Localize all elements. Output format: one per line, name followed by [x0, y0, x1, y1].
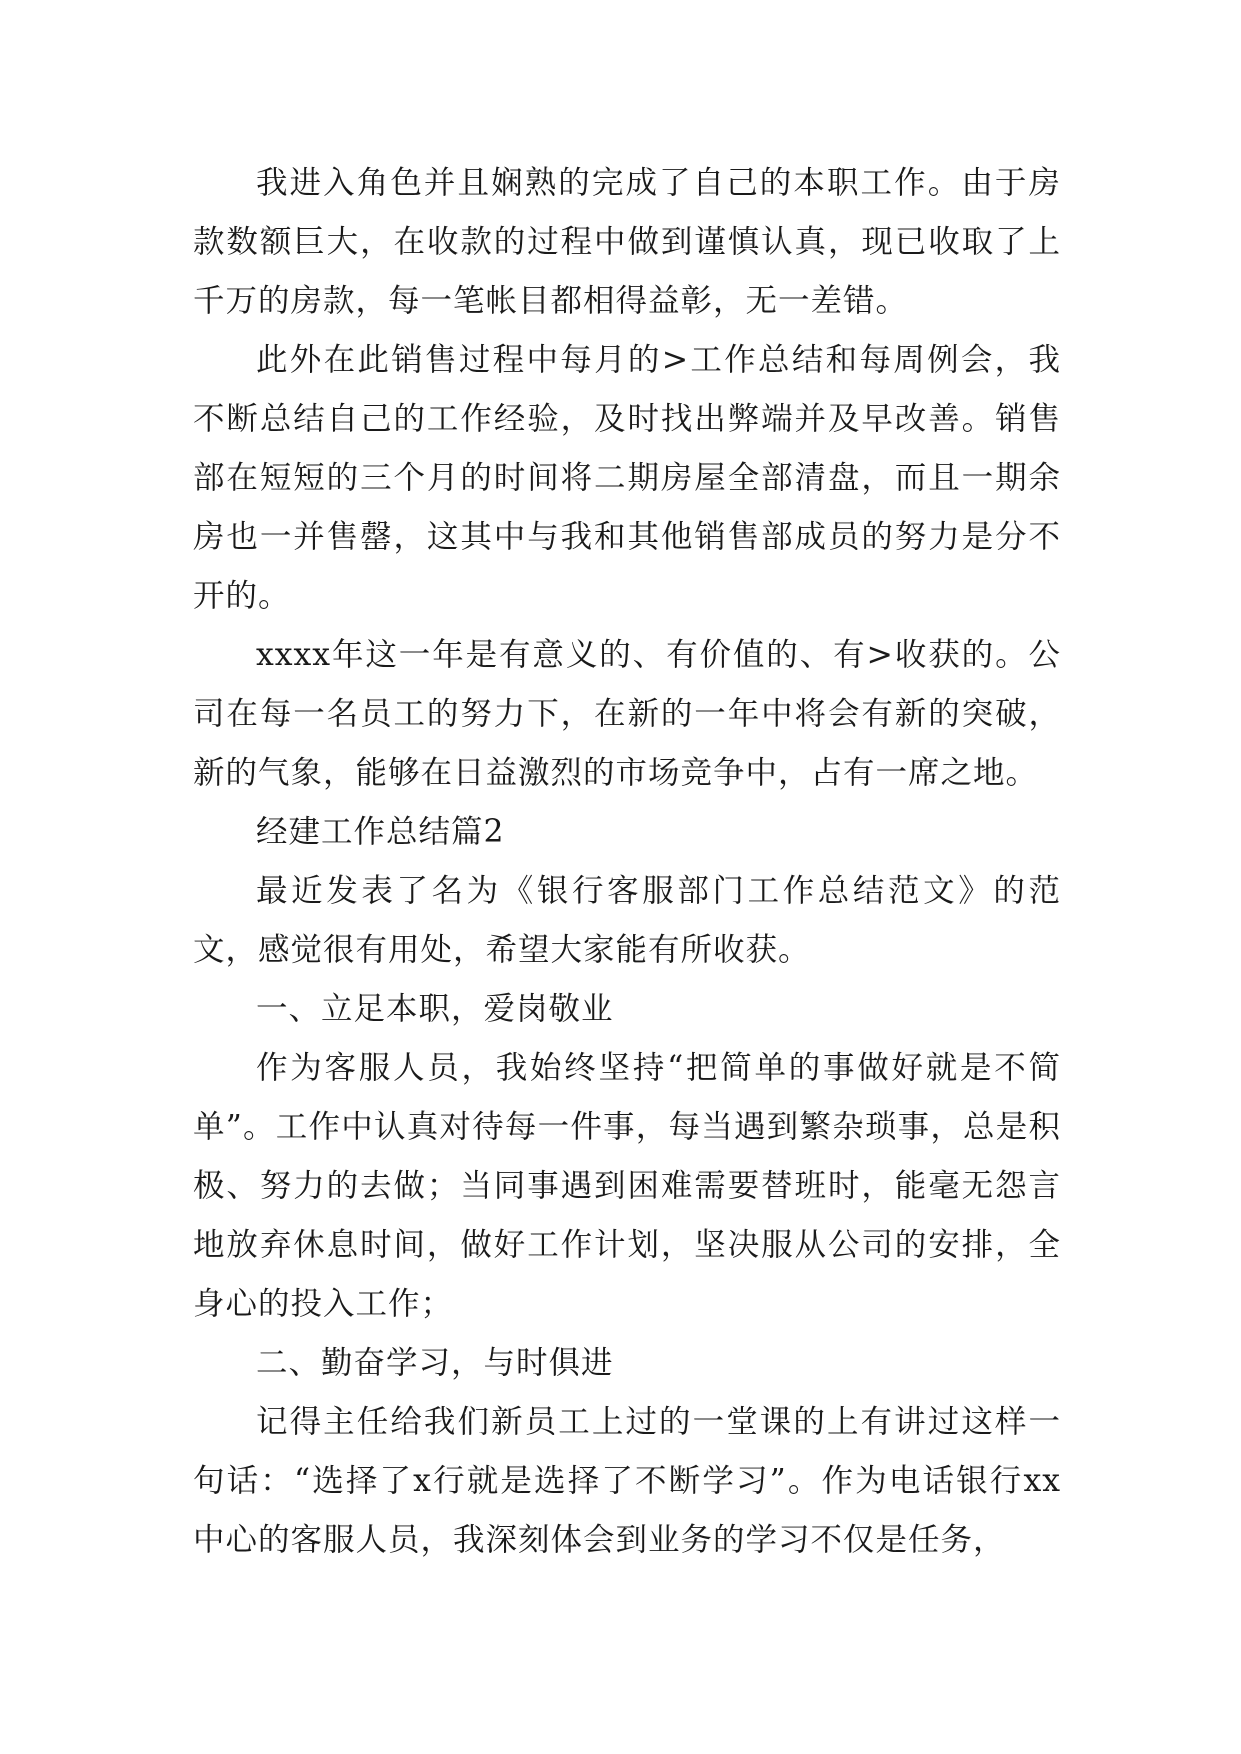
section-title: 经建工作总结篇2 — [256, 814, 505, 850]
paragraph: 此外在此销售过程中每月的>工作总结和每周例会，我不断总结自己的工作经验，及时找出弊端并及早改善。销售部在短短的三个月的时间将二期房屋全部清盘，而且一期余房也一并售罄，这其中与我和其他销售部成员的努力是分不开的。 — [193, 342, 1061, 614]
document-body — [193, 154, 1061, 1570]
paragraph: 记得主任给我们新员工上过的一堂课的上有讲过这样一句话：“选择了x行就是选择了不断学习”。作为电话银行xx中心的客服人员，我深刻体会到业务的学习不仅是任务， — [193, 1404, 1061, 1558]
section-heading: 一、立足本职，爱岗敬业 — [256, 991, 614, 1027]
paragraph: 最近发表了名为《银行客服部门工作总结范文》的范文，感觉很有用处，希望大家能有所收获。 — [193, 873, 1061, 968]
paragraph: 作为客服人员，我始终坚持“把简单的事做好就是不简单”。工作中认真对待每一件事，每当遇到繁杂琐事，总是积极、努力的去做；当同事遇到困难需要替班时，能毫无怨言地放弃休息时间，做好工作计划，坚决服从公司的安排，全身心的投入工作； — [193, 1050, 1061, 1322]
section-heading: 二、勤奋学习，与时俱进 — [256, 1345, 614, 1381]
paragraph: xxxx年这一年是有意义的、有价值的、有>收获的。公司在每一名员工的努力下，在新的一年中将会有新的突破，新的气象，能够在日益激烈的市场竞争中，占有一席之地。 — [193, 637, 1061, 791]
paragraph: 我进入角色并且娴熟的完成了自己的本职工作。由于房款数额巨大，在收款的过程中做到谨慎认真，现已收取了上千万的房款，每一笔帐目都相得益彰，无一差错。 — [193, 165, 1061, 319]
